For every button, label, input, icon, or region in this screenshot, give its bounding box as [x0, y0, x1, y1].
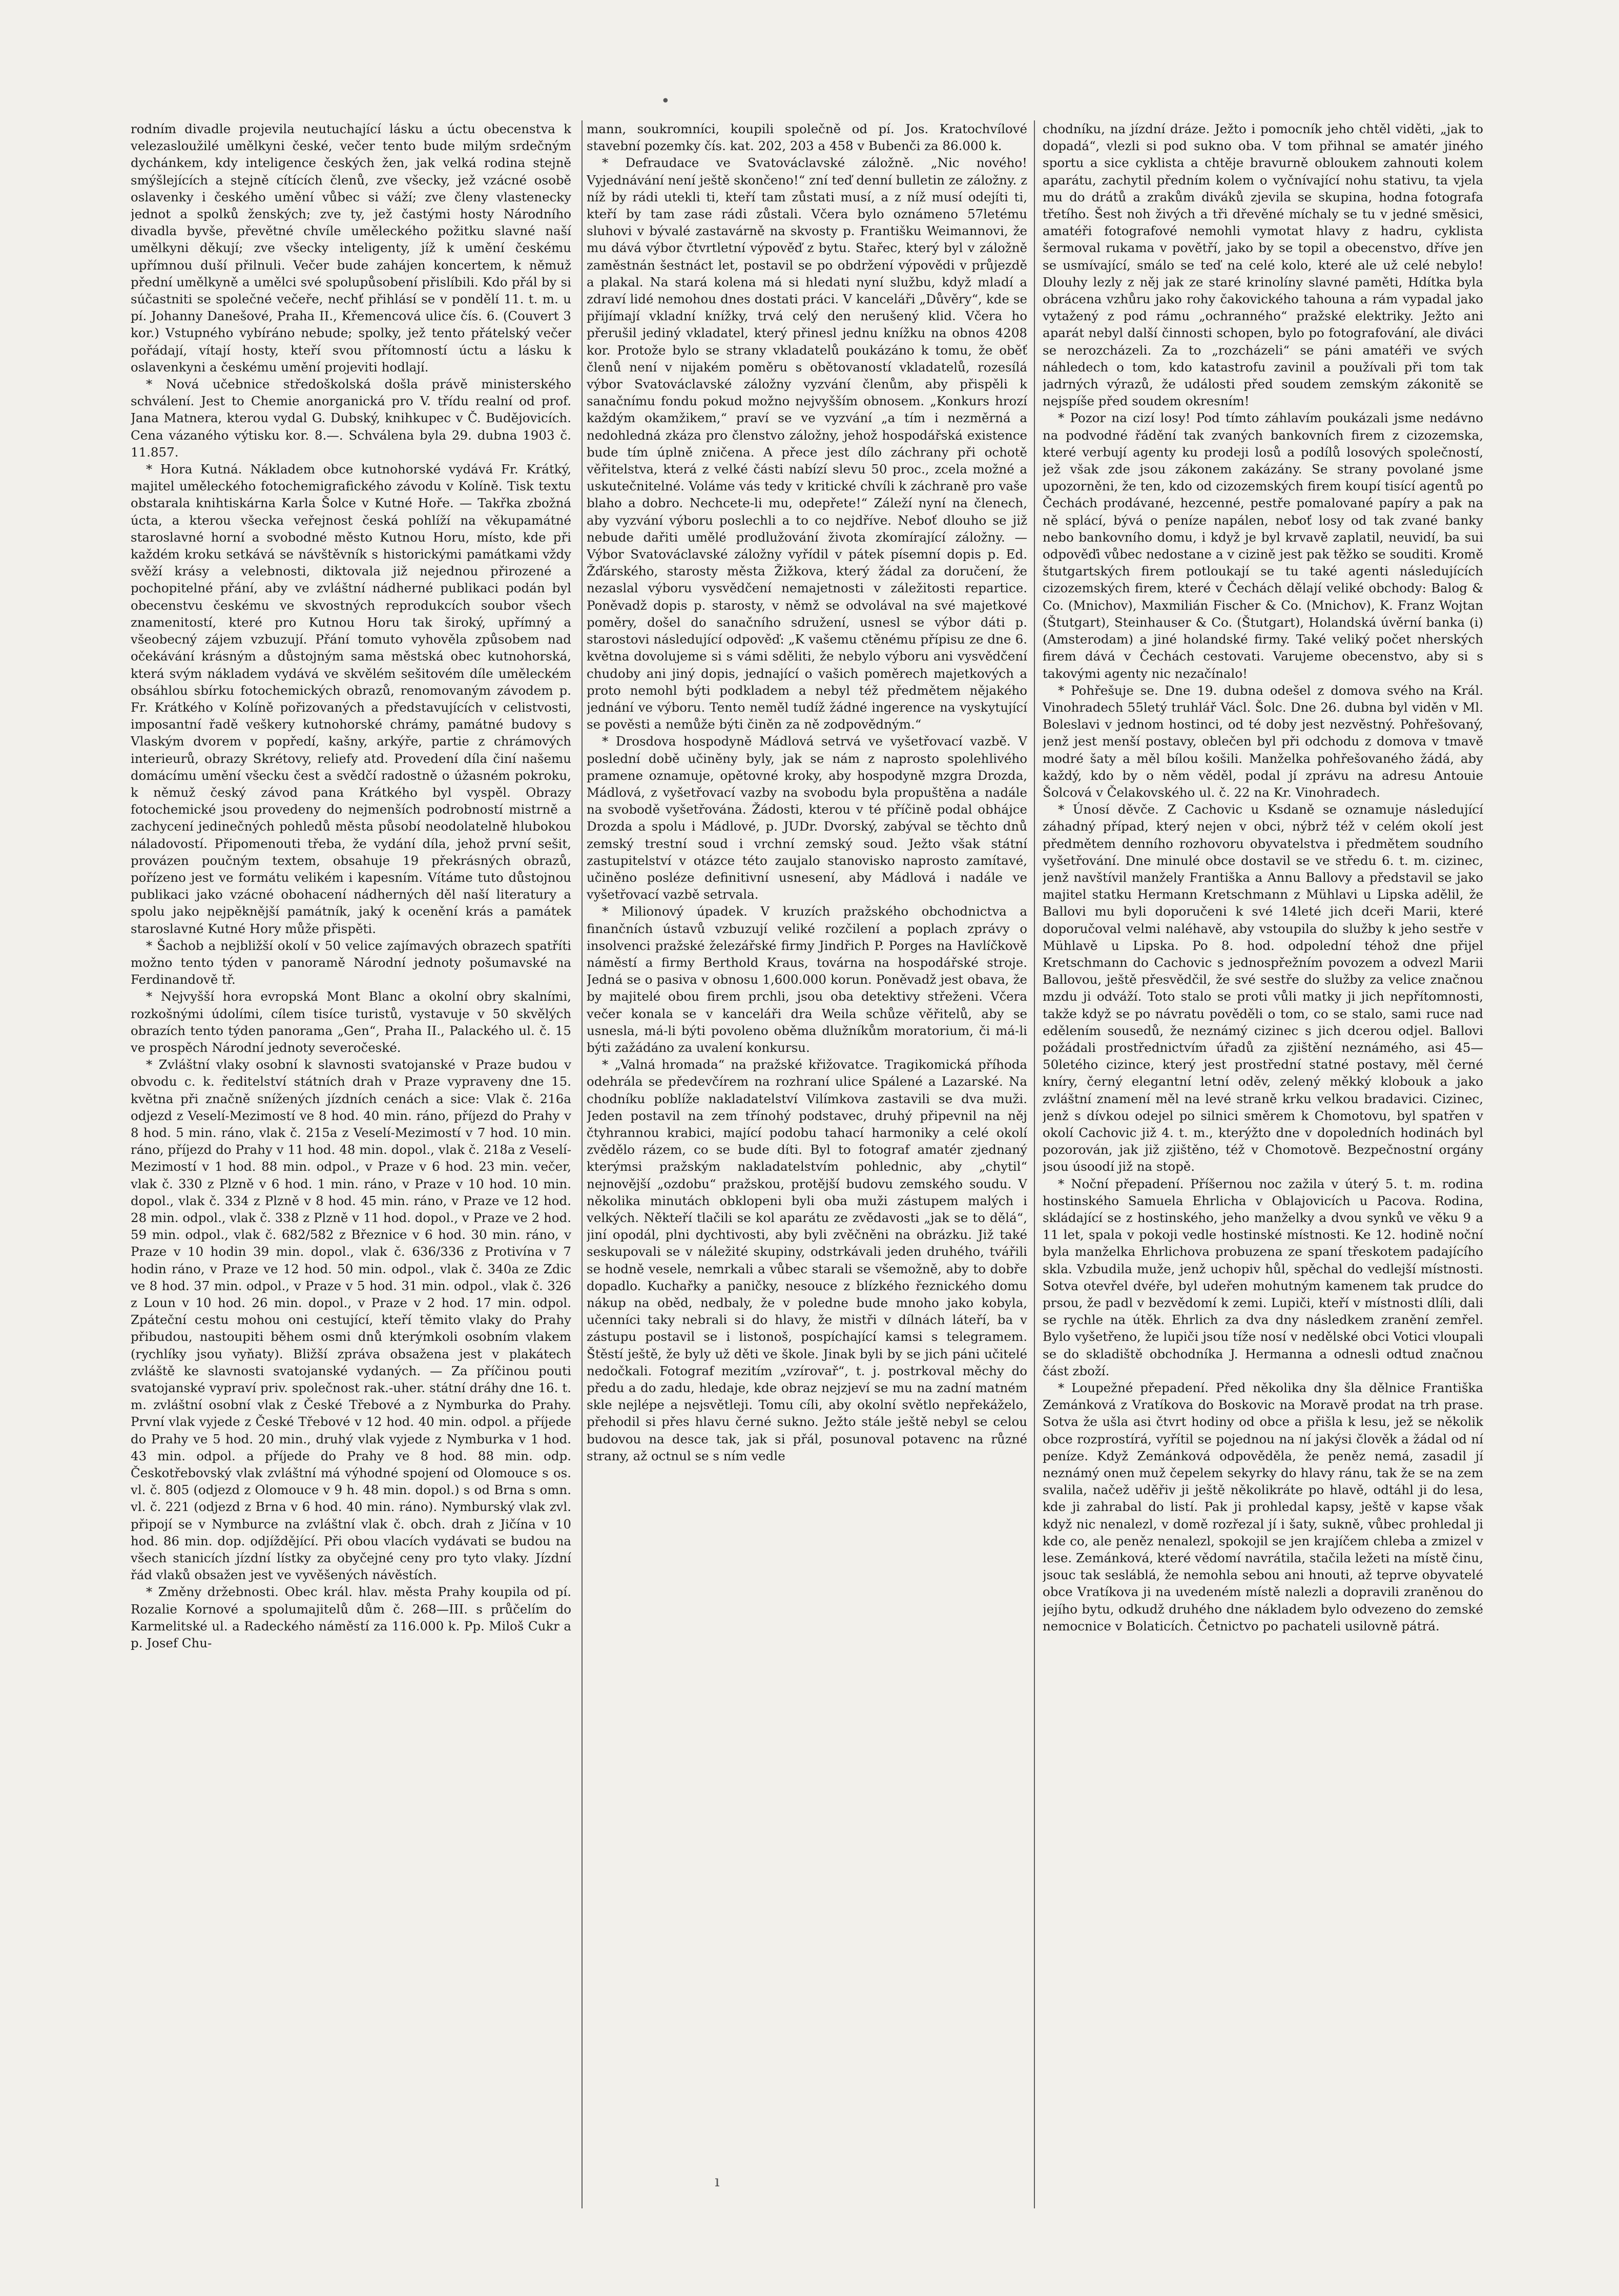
paragraph: * Pohřešuje se. Dne 19. dubna odešel z domova svého na Král. Vinohradech 55letý truhlář Václ. Šolc. Dne 26. dubna byl viděn v Ml. Boleslavi v jednom hostinci, od té doby jest nezvěstný. Pohřešovaný, jenž jest menší postavy, oblečen byl při odchodu z domova v tmavě modré šaty a měl bílou košili. Manželka pohřešovaného žádá, aby každý, kdo by o něm věděl, podal jí zprávu na adresu Antouie Šolcová v Čelakovského ul. č. 22 na Kr. Vinohradech. — [1043, 682, 1483, 800]
paragraph: * Šachob a nejbližší okolí v 50 velice zajímavých obrazech spatříti možno tento týden v panoramě Národní jednoty pošumavské na Ferdinandově tř. — [131, 938, 571, 987]
paragraph: * Hora Kutná. Nákladem obce kutnohorské vydává Fr. Krátký, majitel uměleckého fotochemigrafického závodu v Kolíně. Tisk textu obstarala knihtiskárna Karla Šolce v Kutné Hoře. — Takřka zbožná úcta, a kterou všecka veřejnost česká pohlíží na věkupamátné staroslavné horní a svobodné město Kutnou Horu, místo, kde při každém kroku setkává se návštěvník s historickými památkami vždy svěží krásy a velebnosti, diktovala již nejednou přirozené a pochopitelné přání, aby ve zvláštní nádherné publikaci podán byl obecenstvu českému ve skvostných reprodukcích soubor všech znamenitostí, které pro Kutnou Horu tak široký, upřímný a všeobecný zájem vzbuzují. Přání tomuto vyhověla způsobem nad očekávání krásným a důstojným sama městská obec kutnohorská, která svým nákladem vydává ve skvělém sešitovém díle uměleckém obsáhlou sbírku fotochemických obrazů, renomovaným závodem p. Fr. Krátkého v Kolíně pořizovaných a představujících v celistvosti, imposantní řadě veškery kutnohorské chrámy, památné budovy s Vlaským dvorem v popředí, kašny, arkýře, partie z chrámových interieurů, obrazy Skrétovy, reliefy atd. Provedení díla činí našemu domácímu umění všecku čest a svědčí radostně o úžasném pokroku, k němuž český závod pana Krátkého byl vyspěl. Obrazy fotochemické jsou provedeny do nejmenších podrobností mistrně a zachycení jedinečných pohledů města působí neodolatelně hlubokou náladovostí. Připomenouti třeba, že vydání díla, jehož první sešit, provázen poučným textem, obsahuje 19 překrásných obrazů, pořízeno jest ve formátu velikém i kapesním. Vítáme tuto důstojnou publikaci jako vzácné obohacení nádherných děl naší literatury a spolu jako nejpěknější památník, jaký k ocenění krás a památek staroslavné Kutné Hory může přispěti. — [131, 462, 571, 936]
paragraph: * Pozor na cizí losy! Pod tímto záhlavím poukázali jsme nedávno na podvodné řádění tak zvaných bankovních firem z cizozemska, které verbují agenty ku prodeji losů a podílů losových společností, jež však zde jsou zákonem zakázány. Se strany povolané jsme upozorněni, že ten, kdo od cizozemských firem koupí tisící agentů po Čechách prodávané, hezcenné, pestře pomalované papíry a pak na ně splácí, bývá o peníze napálen, neboť losy od tak zvané banky nebo bankovního domu, i když je byl krvavě zaplatil, neuvidí, ba sui odpověďi vůbec nedostane a v cizině jest pak těžko se souditi. Kromě štutgartských firem potloukají se tu také agenti následujících cizozemských firem, které v Čechách dělají veliké obchody: Balog & Co. (Mnichov), Maxmilián Fischer & Co. (Mnichov), K. Franz Wojtan (Štutgart), Steinhauser & Co. (Štutgart), Holandská úvěrní banka (i) (Amsterodam) a jiné holandské firmy. Také veliký počet nherských firem dává v Čechách cestovati. Varujeme obecenstvo, aby si s takovými agenty nic nezačínalo! — [1043, 410, 1483, 681]
text-columns — [131, 120, 1483, 2211]
page-speck: • — [661, 92, 670, 110]
paragraph: * Milionový úpadek. V kruzích pražského obchodnictva a finančních ústavů vzbuzují veliké rozčilení a poplach zprávy o insolvenci pražské železářské firmy Jindřich P. Porges na Havlíčkově náměstí a firmy Berthold Kraus, továrna na hospodářské stroje. Jedná se o pasiva v obnosu 1,600.000 korun. Poněvadž jest obava, že by majitelé obou firem prchli, jsou oba detektivy střeženi. Včera večer konala se v kanceláři dra Weila schůze věřitelů, aby se usnesla, má-li býti povoleno oběma dlužníkům moratorium, či má-li býti zažádáno za uvalení konkursu. — [587, 904, 1027, 1055]
paragraph: * Loupežné přepadení. Před několika dny šla dělnice Františka Zemánková z Vratíkova do Boskovic na Moravě prodat na trh prase. Sotva že ušla asi čtvrt hodiny od obce a přišla k lesu, jež se několik obce rozprostírá, vyřítil se pojednou na ní jakýsi člověk a žádal od ní peníze. Když Zemánková odpověděla, že peněz nemá, zasadil jí neznámý onen muž čepelem sekyrky do hlavy ránu, tak že se na zem svalila, načež uděřiv ji ještě několikráte po hlavě, odtáhl ji do lesa, kde ji zahrabal do listí. Pak ji prohledal kapsy, ještě v kapse však když nic nenalezl, v domě rozřezal jí i šaty, sukně, vůbec prohledal ji kde co, ale peněz nenalezl, spokojil se jen krajíčem chleba a zmizel v lese. Zemánková, které vědomí navrátila, stačila ležeti na místě činu, jsouc tak sesláblá, že nemohla sebou ani hnouti, až teprve obyvatelé obce Vratíkova ji na uvedeném místě nalezli a dopravili zraněnou do jejího bytu, odkudž druhého dne nákladem bylo odvezeno do zemské nemocnice v Bolaticích. Četnictvo po pachateli usilovně pátrá. — [1043, 1380, 1483, 1633]
paragraph: chodníku, na jízdní dráze. Ježto i pomocník jeho chtěl viděti, „jak to dopadá“, vlezli si pod sukno oba. V tom přihnal se amatér jiného sportu a sice cyklista a chtěje bravurně obloukem zahnouti kolem aparátu, zachytil předním kolem o vyčnívající nohu stativu, ta vjela mu do drátů a zrakům diváků zjevila se skupina, hodna fotografa třetího. Šest noh živých a tři dřevěné míchaly se tu v jedné směsici, amatéři fotografové nemohli vymotat hlavy z hadru, cyklista šermoval rukama v povětří, jako by se topil a obecenstvo, dříve jen se usmívající, smálo se teď na celé kolo, které ale už celé nebylo! Dlouhy lezly z něj jak ze staré krinolíny slavné paměti, Hdítka byla obrácena vzhůru jako rohy čakovického tahouna a rám vypadal jako vytažený z pod rámu „ochranného“ pražské elektriky. Ježto ani aparát nebyl další činnosti schopen, bylo po fotografování, ale diváci se nerozcházeli. Za to „rozcházeli“ se páni amatéři ve svých náhledech o tom, kdo katastrofu zavinil a používali při tom tak jadrných výrazů, že události před soudem zemským zákonitě se nejspíše před soudem okresním! — [1043, 121, 1483, 409]
paragraph: * Nová učebnice středoškolská došla právě ministerského schválení. Jest to Chemie anorganická pro V. třídu realní od prof. Jana Matnera, kterou vydal G. Dubský, knihkupec v Č. Budějovicích. Cena vázaného výtisku kor. 8.—. Schválena byla 29. dubna 1903 č. 11.857. — [131, 377, 571, 460]
paragraph: * Defraudace ve Svatováclavské záložně. „Nic nového! Vyjednávání není ještě skončeno!“ zní teď denní bulletin ze záložny. z níž by rádi utekli ti, kteří tam zůstati musí, a z níž musí odejíti ti, kteří by tam zase rádi zůstali. Včera bylo oznámeno 57letému sluhovi v bývalé zastavárně na skvosty p. Františku Weimannovi, že mu dává výbor čtvrtletní výpověď z bytu. Stařec, který byl v záložně zaměstnán šestnáct let, postavil se po obdržení výpovědi v průjezdě a plakal. Na stará kolena má si hledati nyní službu, když mladí a zdraví lidé nemohou dnes dostati práci. V kanceláři „Důvěry“, kde se přijímají vkladní knížky, trvá celý den nerušený klid. Včera ho přerušil jediný vkladatel, který přinesl jednu knížku na obnos 4208 kor. Protože bylo se strany vkladatelů poukázáno k tomu, že oběť členů není v nijakém poměru s obětovaností vkladatelů, rozesílá výbor Svatováclavské záložny vyzvání členům, aby přispěli k sanačnímu fondu pokud možno nejvyšším obnosem. „Konkurs hrozí každým okamžikem,“ praví se ve vyzvání „a tím i nezměrná a nedohledná zkáza pro členstvo záložny, jehož hospodářská existence bude tím úplně zničena. A přece jest dílo záchrany při ochotě věřitelstva, která z velké části nabízí slevu 50 proc., zcela možné a uskutečnitelné. Voláme vás tedy v kritické chvíli k záchraně pro vaše blaho a dobro. Nechcete-li mu, odepřete!“ Záleží nyní na členech, aby vyzvání výboru poslechli a to co nejdříve. Neboť dlouho se již nebude dařiti umělé prodlužování života zkomírající záložny. — Výbor Svatováclavské záložny vyřídil v pátek písemní dopis p. Ed. Žďárského, starosty města Žižkova, který žádal za doručení, že nezaslal výboru vysvědčení nemajetnosti v záležitosti repartice. Poněvadž dopis p. starosty, v němž se odvolával na své majetkové poměry, došel do sanačního sdružení, usnesl se výbor dáti p. starostovi následující odpověď: „K vašemu ctěnému přípisu ze dne 6. května dovolujeme si s vámi sděliti, že nebylo výboru ani vysvědčení chudoby ani jiný dopis, jednající o vašich poměrech majetkových a proto nemohl býti podkladem a nebyl též předmětem nějakého jednání ve výboru. Tento neměl tudíž žádné ingerence na vyskytující se pověsti a nemůže býti činěn za ně zodpovědným.“ — [587, 155, 1027, 732]
paragraph: * Únosí děvče. Z Cachovic u Ksdaně se oznamuje následující záhadný případ, který nejen v obci, nýbrž též v celém okolí jest předmětem denního rozhovoru obyvatelstva i předmětem soudního vyšetřování. Dne minulé obce dostavil se ve středu 6. t. m. cizinec, jenž navštívil manžely Františka a Annu Ballovy a představil se jako majitel statku Hermann Kretschmann z Mühlavi u Lipska adělil, že Ballovi mu byli doporučeni k své 14leté jich dceři Marii, které doporučoval velmi naléhavě, aby vstoupila do služby k jeho sestře v Mühlavě u Lipska. Po 8. hod. odpolední téhož dne přijel Kretschmann do Cachovic s jednospřežním povozem a odvezl Marii Ballovou, ještě přesvědčil, že své sestře do služby za velice značnou mzdu ji odváží. Toto stalo se proti vůli matky ji jich nepřítomnosti, takže když se po návratu pověděli o tom, co se stalo, sami ruce nad edělením sousedů, že neznámý cizinec s jich dcerou odjel. Ballovi požádali prostřednictvím úřadů za zjištění neznámého, asi 45—50letého cizince, který jest prostřední statné postavy, měl černé kníry, černý elegantní letní oděv, zelený měkký klobouk a jako zvláštní znamení měl na levé straně krku velkou bradavici. Cizinec, jenž s dívkou odejel po silnici směrem k Chomotovu, byl spatřen v okolí Cachovic již 4. t. m., kterýžto dne v dopoledních hodinách byl pozorován, jak již zjištěno, též v Chomotově. Bezpečnostní orgány jsou úsoodí již na stopě. — [1043, 802, 1483, 1174]
page-speck: ı — [715, 2173, 720, 2190]
paragraph: * Změny držebnosti. Obec král. hlav. města Prahy koupila od pí. Rozalie Kornové a spolumajitelů dům č. 268—III. s průčelím do Karmelitské ul. a Radeckého náměstí za 116.000 k. Pp. Miloš Cukr a p. Josef Chu- — [131, 1584, 571, 1651]
paragraph: mann, soukromníci, koupili společně od pí. Jos. Kratochvílové stavební pozemky čís. kat. 202, 203 a 458 v Bubenči za 86.000 k. — [587, 121, 1027, 154]
paragraph: * Nejvyšší hora evropská Mont Blanc a okolní obry skalními, rozkošnými údolími, cílem tisíce turistů, vystavuje v 50 skvělých obrazích tento týden panorama „Gen“, Praha II., Palackého ul. č. 15 ve prospěch Národní jednoty severočeské. — [131, 989, 571, 1055]
paragraph: rodním divadle projevila neutuchající lásku a úctu obecenstva k velezasloužilé umělkyni české, večer tento bude milým srdečným dychánkem, kdy inteligence českých žen, jak velká rodina stejně smýšlejících a stejně cítících členů, zve všecky, jež vzácné osobě oslavenky i českého umění vůbec si váží; zve členy vlastenecky jednot a spolků ženských; zve ty, jež častými hosty Národního divadla byvše, převětné chvíle uměleckého požitku slavné naší umělkyni děkují; zve všecky inteligenty, jíž k umění českému upřímnou duší přilnuli. Večer bude zahájen koncertem, k němuž přední umělkyně a umělci své spolupůsobení přislíbili. Kdo přál by si súčastniti se společné večeře, nechť přihlásí se v pondělí 11. t. m. u pí. Johanny Danešové, Praha II., Křemencová ulice čís. 6. (Couvert 3 kor.) Vstupného vybíráno nebude; spolky, jež tento přátelský večer pořádají, vítají hosty, kteří svou přítomností úctu a lásku k oslavenkyni a českému umění projeviti hodlají. — [131, 121, 571, 375]
column-1 — [131, 120, 571, 2211]
paragraph: * Drosdova hospodyně Mádlová setrvá ve vyšetřovací vazbě. V poslední době učiněny byly, jak se nám z naprosto spolehlivého pramene oznamuje, opětovné kroky, aby hospodyně mzgra Drozda, Mádlová, z vyšetřovací vazby na svobodu byla propuštěna a nadále na svobodě vyšetřována. Žádosti, kterou v té příčině podal obhájce Drozda a spolu i Mádlové, p. JUDr. Dvorský, zabýval se těchto dnů zemský trestní soud i vrchní zemský soud. Ježto však státní zastupitelství v otázce této zaujalo stanovisko naprosto zamítavé, učiněno posléze definitivní usnesení, aby Mádlová i nadále ve vyšetřovací vazbě setrvala. — [587, 734, 1027, 902]
paragraph: * „Valná hromada“ na pražské křižovatce. Tragikomická příhoda odehrála se předevčírem na rozhraní ulice Spálené a Lazarské. Na chodníku poblíže nakladatelství Vilímkova zastavili se dva muži. Jeden postavil na zem třínohý podstavec, druhý připevnil na něj čtyhrannou krabici, mající podobu tahací harmoniky a celé okolí zvědělo rázem, co se bude díti. Byl to fotograf amatér zjednaný kterýmsi pražským nakladatelstvím pohlednic, aby „chytil“ nejnovější „ozdobu“ pražskou, protější budovu zemského soudu. V několika minutách obklopeni byli oba muži zástupem malých i velkých. Někteří tlačili se kol aparátu ze zvědavosti „jak se to dělá“, jiní opodál, plni dychtivosti, aby byli zvěčněni na obrázku. Již také seskupovali se v náležité skupiny, odstrkávali jeden druhého, tvářili se hodně vesele, nemrkali a vůbec starali se všemožně, aby to dobře dopadlo. Kuchařky a paničky, nesouce z blízkého řeznického domu nákup na oběd, nedbaly, že v poledne bude mnoho jako kobyla, učenníci taky nebrali si do hlavy, že mistři v dílnách láteří, ba v zástupu postavil se i listonoš, pospíchající kamsi s telegramem. Štěstí ještě, že byly už děti ve škole. Jinak byli by se jich páni učitelé nedočkali. Fotograf mezitím „vzírovař“, t. j. postrkoval měchy do předu a do zadu, hledaje, kde obraz nejzjeví se mu na zadní matném skle nejlépe a nejsvětleji. Tomu cíli, aby okolní světlo nepřekáželo, přehodil si přes hlavu černé sukno. Ježto stále ještě nebyl se celou budovou na desce tak, jak si přál, posunoval potavenc na různé strany, až octnul se s ním vedle — [587, 1057, 1027, 1463]
paragraph: * Noční přepadení. Příšernou noc zažila v úterý 5. t. m. rodina hostinského Samuela Ehrlicha v Oblajovicích u Pacova. Rodina, skládající se z hostinského, jeho manželky a dvou synků ve věku 9 a 11 let, spala v pokoji vedle hostinské místnosti. Ke 12. hodině noční byla manželka Ehrlichova probuzena ze spaní třeskotem padajícího skla. Vzbudila muže, jenž uchopiv hůl, spěchal do vedlejší místnosti. Sotva otevřel dvéře, byl udeřen mohutným kamenem tak prudce do prsou, že padl v bezvědomí k zemi. Lupiči, kteří v místnosti dlíli, dali se rychle na útěk. Ehrlich za dva dny následkem zranění zemřel. Bylo vyšetřeno, že lupiči jsou tíže nosí v nedělské obci Votici vloupali se do skladiště obchodníka J. Hermanna a odnesli odtud značnou část zboží. — [1043, 1176, 1483, 1378]
column-3 — [1043, 120, 1483, 2211]
column-2 — [587, 120, 1027, 2211]
paragraph: * Zvláštní vlaky osobní k slavnosti svatojanské v Praze budou v obvodu c. k. ředitelství státních drah v Praze vypraveny dne 15. května při značně snížených jízdních cenách a sice: Vlak č. 216a odjezd z Veselí-Mezimostí ve 8 hod. 40 min. ráno, příjezd do Prahy v 8 hod. 5 min. ráno, vlak č. 215a z Veselí-Mezimostí v 7 hod. 10 min. ráno, příjezd do Prahy v 11 hod. 48 min. dopol., vlak č. 218a z Veselí-Mezimostí v 1 hod. 88 min. odpol., v Praze v 6 hod. 23 min. večer, vlak č. 330 z Plzně v 6 hod. 1 min. ráno, v Praze v 10 hod. 10 min. dopol., vlak č. 334 z Plzně v 8 hod. 45 min. ráno, v Praze ve 12 hod. 28 min. odpol., vlak č. 338 z Plzně v 11 hod. dopol., v Praze ve 2 hod. 59 min. odpol., vlak č. 682/582 z Březnice v 6 hod. 30 min. ráno, v Praze v 10 hodin 39 min. dopol., vlak č. 636/336 z Protivína v 7 hodin ráno, v Praze ve 12 hod. 50 min. odpol., vlak č. 340a ze Zdic ve 8 hod. 37 min. odpol., v Praze v 5 hod. 31 min. odpol., vlak č. 326 z Loun v 10 hod. 26 min. dopol., v Praze v 2 hod. 17 min. odpol. Zpáteční cestu mohou oni cestující, kteří těmito vlaky do Prahy přibudou, nastoupiti během osmi dnů kterýmkoli osobním vlakem (rychlíky jsou vyňaty). Bližší zpráva obsažena jest v plakátech zvláště ke slavnosti svatojanské vydaných. — Za příčinou pouti svatojanské vypraví priv. společnost rak.-uher. státní dráhy dne 16. t. m. zvláštní osobní vlak z České Třebové a z Nymburka do Prahy. První vlak vyjede z České Třebové v 12 hod. 40 min. odpol. a příjede do Prahy ve 5 hod. 20 min., druhý vlak vyjede z Nymburka v 1 hod. 43 min. odpol. a příjede do Prahy ve 8 hod. 88 min. odp. Českotřebovský vlak zvláštní má výhodné spojení od Olomouce s os. vl. č. 805 (odjezd z Olomouce v 9 h. 48 min. dopol.) s od Brna s omn. vl. č. 221 (odjezd z Brna v 6 hod. 40 min. ráno). Nymburský vlak zvl. připojí se v Nymburce na zvláštní vlak č. obch. drah z Jičína v 10 hod. 86 min. dop. odjíždějící. Při obou vlacích vydávati se budou na všech stanicích jízdní lístky za obyčejné ceny pro tyto vlaky. Jízdní řád vlaků obsažen jest ve vyvěšených návěstích. — [131, 1057, 571, 1583]
